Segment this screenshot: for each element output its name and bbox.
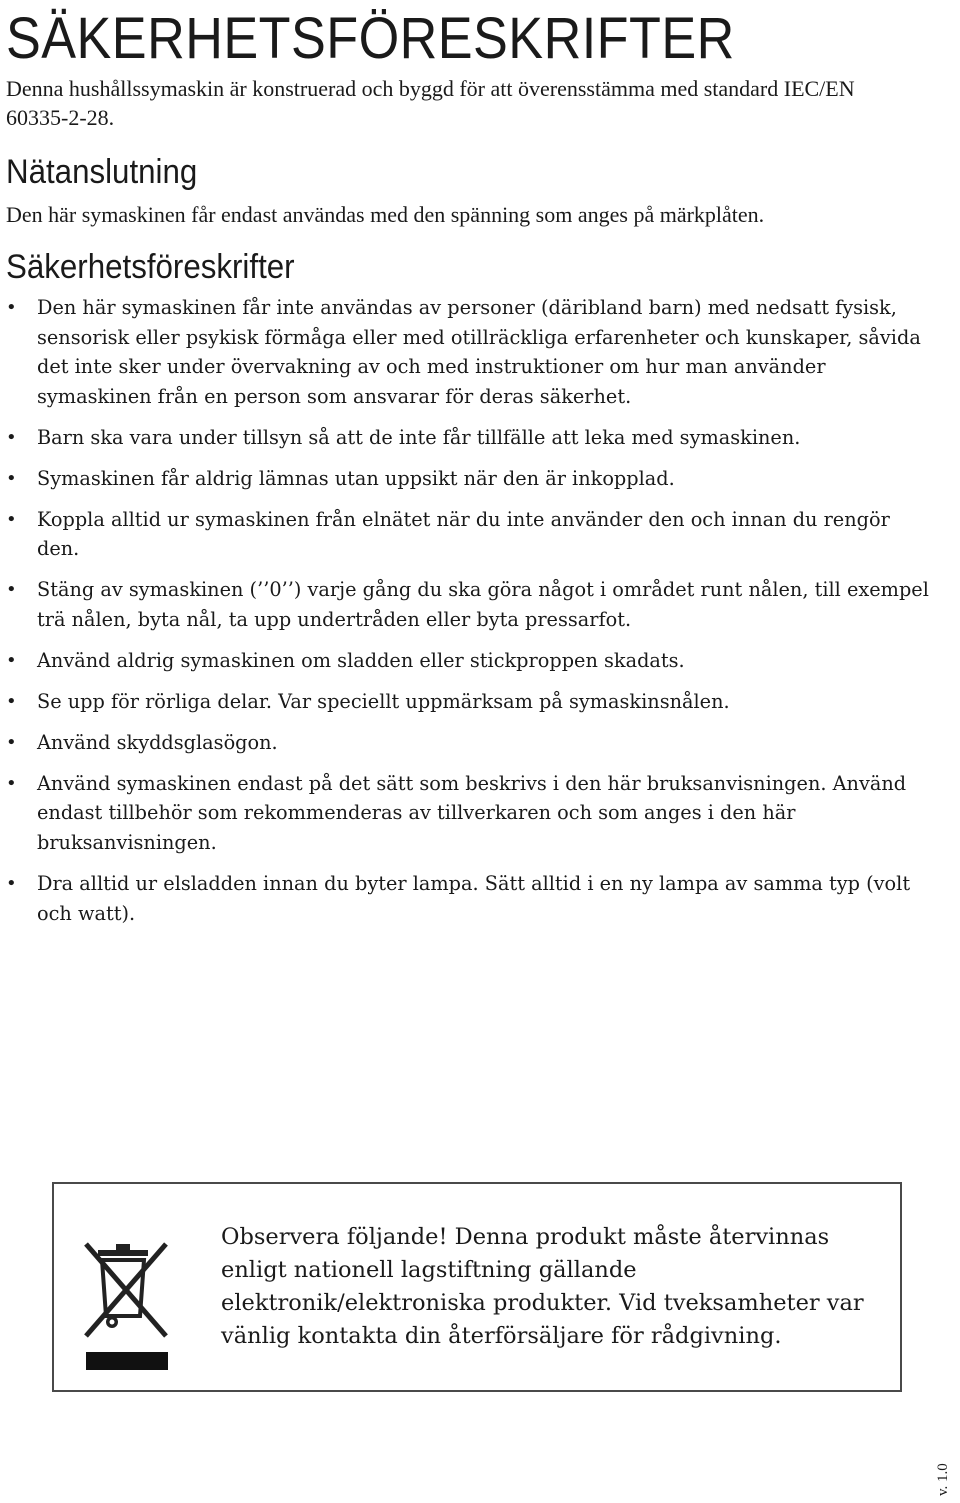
page-title: SÄKERHETSFÖRESKRIFTER [6, 6, 735, 71]
bullet-icon: • [6, 426, 17, 448]
bullet-icon: • [6, 772, 17, 794]
intro-paragraph: Denna hushållssymaskin är konstruerad och byggd för att överensstämma med standard IEC/EN 60335-2-28. [6, 76, 855, 130]
safety-rule [6, 869, 936, 928]
safety-rule-text: Barn ska vara under tillsyn så att de inte får tillfälle att leka med symaskinen. [37, 425, 801, 449]
safety-rule-text: Se upp för rörliga delar. Var speciellt uppmärksam på symaskinsnålen. [37, 689, 730, 713]
safety-rule-text: Stäng av symaskinen (’’0’’) varje gång du ska göra något i området runt nålen, till exempel trä nålen, byta nål, ta upp undertråden eller byta pressarfot. [37, 578, 929, 631]
bullet-icon: • [6, 297, 17, 318]
bullet-icon: • [6, 467, 17, 489]
mains-text: Den här symaskinen får endast användas med den spänning som anges på märkplåten. [6, 202, 765, 227]
recycling-notice-text: Observera följande! Denna produkt måste återvinnas enligt nationell lagstiftning gällande elektronik/elektroniska produkter. Vid tveksamheter var vänlig kontakta din återförsäljare för rådgivning. [221, 1224, 864, 1349]
section-heading-safety: Säkerhetsföreskrifter [6, 248, 295, 286]
version-label: v. 1.0 [935, 1463, 951, 1496]
safety-rule-text: Använd symaskinen endast på det sätt som beskrivs i den här bruksanvisningen. Använd endast tillbehör som rekommenderas av tillverkaren och som anges i den här bruksanvisningen. [37, 771, 907, 855]
crossed-out-wheelie-bin-icon [82, 1236, 174, 1370]
safety-rule [6, 464, 936, 494]
safety-rule-text: Använd aldrig symaskinen om sladden eller stickproppen skadats. [37, 648, 685, 672]
section-heading-mains: Nätanslutning [6, 153, 198, 191]
safety-rule [6, 575, 936, 634]
safety-rule [6, 423, 936, 453]
safety-rule-text: Dra alltid ur elsladden innan du byter lampa. Sätt alltid i en ny lampa av samma typ (volt och watt). [37, 872, 911, 925]
safety-rule-text: Koppla alltid ur symaskinen från elnätet när du inte använder den och innan du rengör den. [37, 507, 890, 561]
safety-rule-text: Symaskinen får aldrig lämnas utan uppsikt när den är inkopplad. [37, 466, 675, 490]
safety-rule-text: Den här symaskinen får inte användas av personer (däribland barn) med nedsatt fysisk, sensorisk eller psykisk förmåga eller med otillräckliga erfarenheter och kunskaper, såvida det inte sker under övervakning av och med instruktioner om hur man använder symaskinen från en person som ansvarar för deras säkerhet. [37, 296, 921, 408]
bullet-icon: • [6, 690, 17, 712]
safety-rule-text: Använd skyddsglasögon. [37, 730, 278, 754]
safety-rule [6, 293, 936, 411]
safety-rules-list [6, 293, 936, 940]
safety-rule [6, 505, 936, 564]
recycling-notice-box [52, 1182, 902, 1392]
safety-rule [6, 687, 936, 717]
safety-rule [6, 646, 936, 676]
bullet-icon: • [6, 508, 17, 530]
safety-rule [6, 769, 936, 858]
bullet-icon: • [6, 579, 17, 601]
bullet-icon: • [6, 649, 17, 671]
safety-rule [6, 728, 936, 758]
bullet-icon: • [6, 873, 17, 895]
bullet-icon: • [6, 731, 17, 753]
